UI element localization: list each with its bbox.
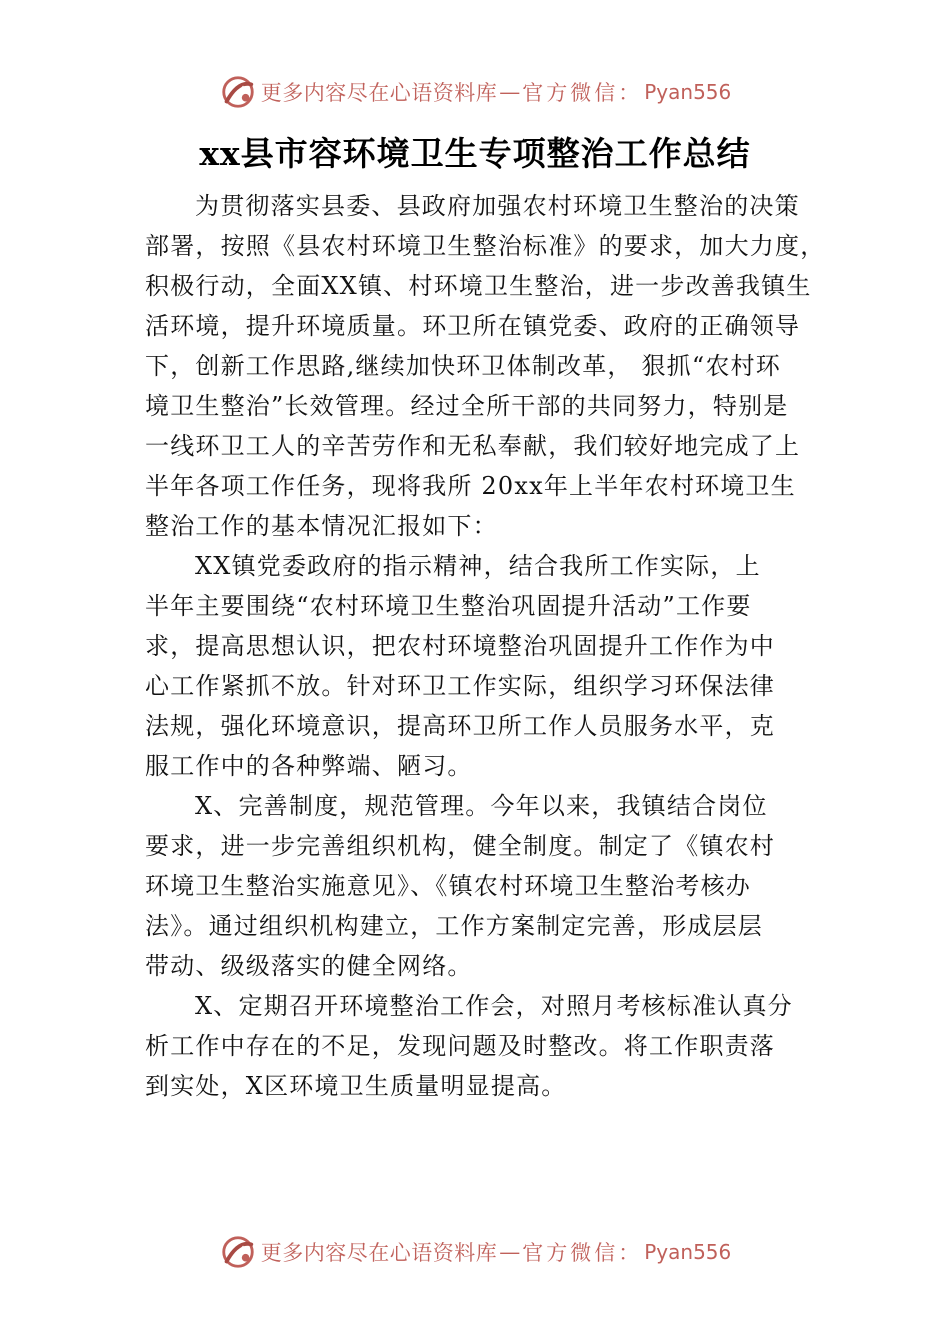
text-line: 服工作中的各种弊端、陋习。 bbox=[145, 752, 473, 780]
text-line: XX镇党委政府的指示精神，结合我所工作实际，上 bbox=[195, 552, 761, 580]
text-line: 带动、级级落实的健全网络。 bbox=[145, 952, 473, 980]
brand-logo-icon bbox=[219, 1233, 257, 1271]
text-line: 活环境，提升环境质量。环卫所在镇党委、政府的正确领导 bbox=[145, 312, 801, 340]
banner-separator: — bbox=[499, 1240, 521, 1264]
banner-text: 更多内容尽在心语资料库 bbox=[260, 1241, 498, 1265]
text-line: 为贯彻落实县委、县政府加强农村环境卫生整治的决策 bbox=[195, 192, 800, 220]
text-line: 心工作紧抓不放。针对环卫工作实际，组织学习环保法律 bbox=[145, 672, 775, 700]
brand-logo-icon bbox=[219, 73, 257, 111]
banner-text: 更多内容尽在心语资料库 bbox=[260, 81, 498, 105]
banner-wechat-id: Pyan556 bbox=[644, 80, 732, 104]
footer-banner bbox=[0, 1230, 950, 1274]
text-line: 半年主要围绕“农村环境卫生整治巩固提升活动”工作要 bbox=[145, 592, 752, 620]
text-line: 一线环卫工人的辛苦劳作和无私奉献，我们较好地完成了上 bbox=[145, 432, 801, 460]
document-body bbox=[145, 186, 826, 1106]
text-line: 要求，进一步完善组织机构，健全制度。制定了《镇农村 bbox=[145, 832, 775, 860]
paragraph bbox=[145, 186, 826, 546]
text-line: 积极行动，全面XX镇、村环境卫生整治，进一步改善我镇生 bbox=[145, 272, 812, 300]
text-line: 境卫生整治”长效管理。经过全所干部的共同努力，特别是 bbox=[145, 392, 789, 420]
header-banner bbox=[0, 70, 950, 114]
text-line: X、定期召开环境整治工作会，对照月考核标准认真分 bbox=[195, 992, 793, 1020]
paragraph bbox=[145, 986, 821, 1106]
text-line: 法》。通过组织机构建立，工作方案制定完善，形成层层 bbox=[145, 912, 763, 940]
text-line: 整治工作的基本情况汇报如下： bbox=[145, 512, 498, 540]
text-line: 析工作中存在的不足，发现问题及时整改。将工作职责落 bbox=[145, 1032, 775, 1060]
text-line: 法规，强化环境意识，提高环卫所工作人员服务水平，克 bbox=[145, 712, 775, 740]
text-line: X、完善制度，规范管理。今年以来，我镇结合岗位 bbox=[195, 792, 768, 820]
text-line: 部署，按照《县农村环境卫生整治标准》的要求，加大力度， bbox=[145, 232, 826, 260]
text-line: 半年各项工作任务，现将我所 20xx年上半年农村环境卫生 bbox=[145, 472, 796, 500]
text-line: 环境卫生整治实施意见》、《镇农村环境卫生整治考核办 bbox=[145, 872, 751, 900]
text-line: 到实处，X区环境卫生质量明显提高。 bbox=[145, 1072, 567, 1100]
text-line: 求，提高思想认识，把农村环境整治巩固提升工作作为中 bbox=[145, 632, 775, 660]
banner-separator: — bbox=[499, 80, 521, 104]
banner-wechat-label: 官方微信： bbox=[522, 81, 643, 105]
banner-wechat-id: Pyan556 bbox=[644, 1240, 732, 1264]
paragraph bbox=[145, 786, 821, 986]
paragraph bbox=[145, 546, 821, 786]
banner-wechat-label: 官方微信： bbox=[522, 1241, 643, 1265]
document-title: xx县市容环境卫生专项整治工作总结 bbox=[199, 134, 751, 173]
text-line: 下，创新工作思路,继续加快环卫体制改革， 狠抓“农村环 bbox=[145, 352, 781, 380]
